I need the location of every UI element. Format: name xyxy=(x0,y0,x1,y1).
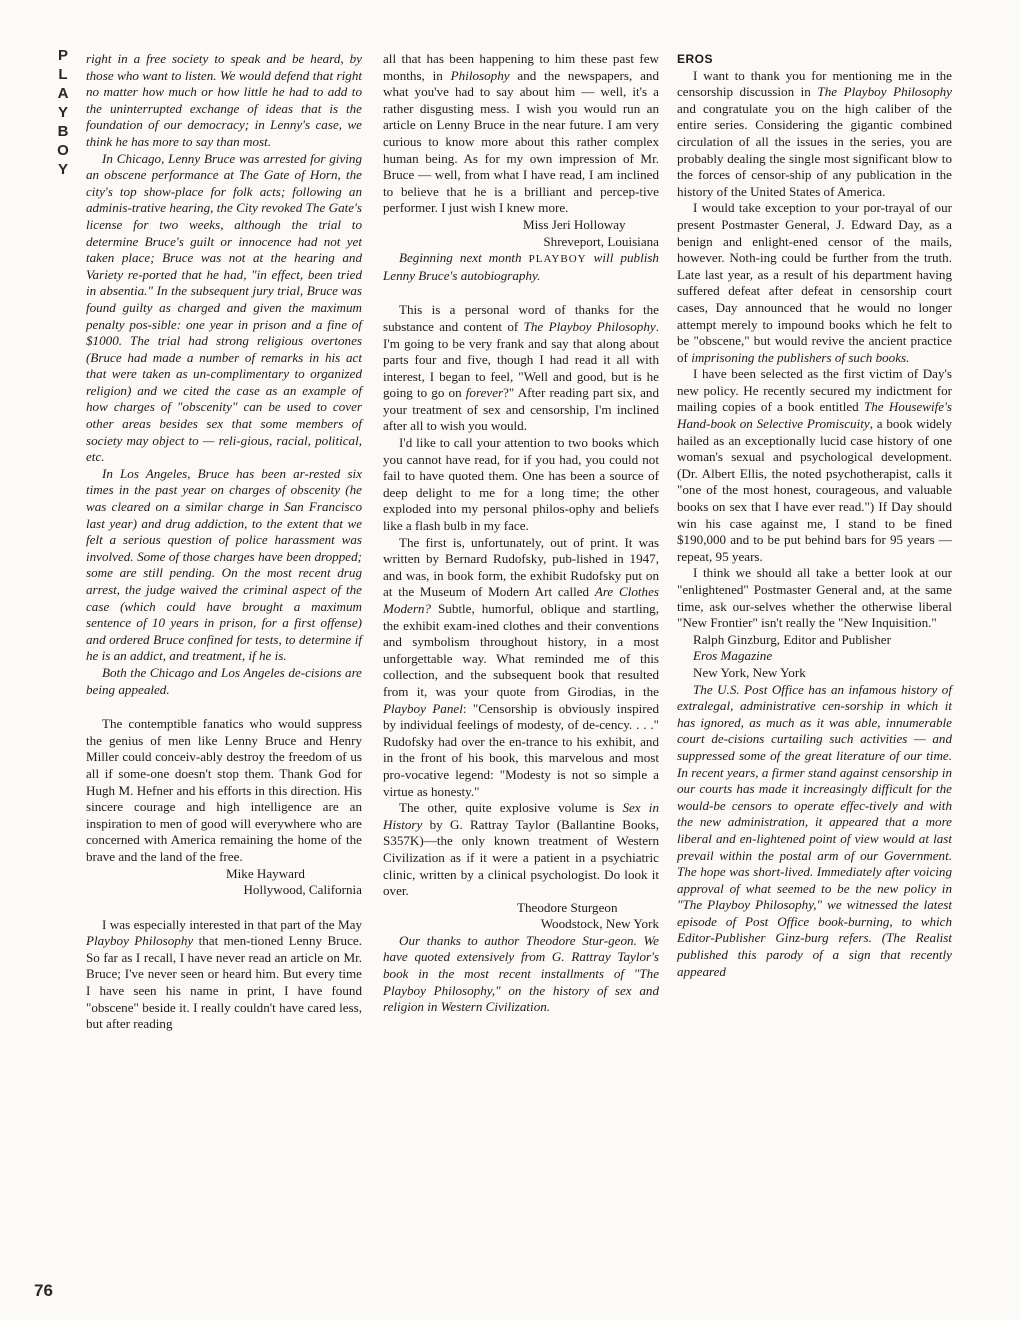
letter-paragraph: The contemptible fanatics who would suppress the genius of men like Lenny Bruce and Henry Miller could conceiv-ably destroy the freedom of us all if some-one doesn't stop them. Thank God for Hugh M. Hefner and his efforts in this direction. His sincere courage and high intelligence are an inspiration to men of good will everywhere who are concerned with America remaining the home of the brave and the land of the free. xyxy=(86,716,362,864)
letter-signature-magazine: Eros Magazine xyxy=(693,648,773,664)
letter-paragraph: I think we should all take a better look at our "enlightened" Postmaster General and, at the same time, ask our-selves whether the otherwise liberal "New Frontier" isn't really the "New Inquisition." xyxy=(677,565,952,631)
text-run: Sex in History xyxy=(383,800,659,832)
text-run: Subtle, humorful, oblique and startling, the exhibit exam-ined clothes and their conventions and symbolism throughout history, in a most unforgettable way. What reminded me of this collection, and the subsequent book that resulted from it, was your quote from Girodias, in the xyxy=(383,601,659,699)
text-run: Philosophy xyxy=(450,67,510,83)
magazine-side-title xyxy=(52,46,74,179)
text-run: by G. Rattray Taylor (Ballantine Books, S357K)—the only known treatment of Western Civilization as if it were a patient in a psychiatric clinic, written by a clinical psychologist. Do look it over. xyxy=(383,816,659,899)
text-run: that men-tioned Lenny Bruce. So far as I recall, I have never read an article on Mr. Bruce; I've never seen or heard him. But every time I have seen his name in print, I have found "obscene" beside it. I really couldn't have cared less, but after reading xyxy=(86,933,362,1032)
letter-paragraph: I'd like to call your attention to two books which you cannot have read, for if you had, you could not fail to have quoted them. One has been a source of deep delight to me for a long time; the other exploded into my personal philos-ophy and beliefs like a flash bulb in my face. xyxy=(383,435,659,534)
editor-note xyxy=(383,250,659,284)
letter-signature-place: Shreveport, Louisiana xyxy=(543,233,659,249)
letter-signature-name: Ralph Ginzburg, Editor and Publisher xyxy=(693,631,891,647)
text-run: will publish Lenny Bruce's autobiography. xyxy=(383,250,659,283)
letter-paragraph xyxy=(383,535,659,801)
text-run: The first is, unfortunately, out of print. It was written by Bernard Rudofsky, pub-lished in 1947, and was, in book form, the exhibit Rudofsky put on at the Museum of Modern Art called xyxy=(383,534,659,600)
text-run: Playboy Philosophy xyxy=(86,933,194,949)
text-run: I was especially interested in that part of the May xyxy=(102,916,362,932)
letter-paragraph xyxy=(677,68,952,201)
text-run: I would take exception to your por-trayal of our present Postmaster General, J. Edward Day, as a benign and enlight-ened censor of the mails, however. Noth-ing could be further from the truth. Late last year, as a result of his department having suffered defeat after defeat in censorship court cases, Day announced that he would no longer attempt merely to impound books which he felt to be "obscene," but would revive the ancient practice of xyxy=(677,200,952,365)
editor-note-paragraph: Both the Chicago and Los Angeles de-cisions are being appealed. xyxy=(86,664,362,697)
editor-note-paragraph: In Chicago, Lenny Bruce was arrested for giving an obscene performance at The Gate of Horn, the city's top show-place for folk acts; following an adminis-trative hearing, the City revoked The Gate's license for two weeks, although the trial to determine Bruce's guilt or innocence had not yet taken place; Bruce was not at the hearing and Variety re-ported that he had, "in effect, been tried in absentia." In the subsequent jury trial, Bruce was found guilty as charged and given the maximum penalty pos-sible: one year in prison and a fine of $1000. The trial had strong religious overtones (Bruce had made a number of remarks in his act that were taken as un-complimentary to organized religion) and we cited the case as an example of how charges of "obscenity" can be used to cover other areas besides sex that some members of society may object to — reli-gious, racial, political, etc. xyxy=(86,150,362,465)
text-run: and the newspapers, and what you've had to say about him — well, it's a rather disgusting mess. I wish you would run an article on Lenny Bruce in the near future. I am very curious to know more about this rather complex human being. As for my own impression of Mr. Bruce — well, from what I have read, I am inclined to believe that he is a brilliant and percep-tive performer. I just wish I knew more. xyxy=(383,67,659,216)
column-left xyxy=(86,51,362,1033)
editor-note: The U.S. Post Office has an infamous history of extralegal, administrative cen-sorship in which it has ignored, as much as it was able, innumerable court de-cisions curtailing such activities — and suppressed some of the great literature of our time. In recent years, a firmer stand against censorship in our courts has made it increasingly difficult for the would-be censors to operate effec-tively and with the new administration, it appeared that a more liberal and en-lightened point of view would at last prevail within the postal arm of our Government. The hope was short-lived. Immediately after voicing approval of what seemed to be the new policy in "The Playboy Philosophy," we witnessed the latest episode of Post Office book-burning, to which Editor-Publisher Ginz-burg refers. (The Realist published this parody of a sign that recently appeared xyxy=(677,681,952,979)
letter-paragraph xyxy=(383,800,659,900)
letter-signature-name: Theodore Sturgeon xyxy=(517,899,618,915)
side-title-letter: A xyxy=(57,85,69,102)
side-title-letter: P xyxy=(57,47,68,64)
letter-signature-place: Woodstock, New York xyxy=(540,916,659,932)
column-middle xyxy=(383,51,659,1016)
text-run: Beginning next month xyxy=(399,250,529,266)
column-right xyxy=(677,51,952,980)
side-title-letter: Y xyxy=(57,104,68,121)
text-run: and congratulate you on the high caliber of the entire series. Considering the gigantic combined circulation of all the issues in the series, you are probably dealing the single most significant blow to the forces of censor-ship of any publication in the history of the United States of America. xyxy=(677,100,952,199)
side-title-letter: Y xyxy=(57,161,68,178)
editor-note-paragraph: In Los Angeles, Bruce has been ar-rested six times in the past year on charges of obscenity (he was cleared on a similar charge in San Francisco last year) and drug addiction, to the extent that we felt a serious question of police harassment was involved. Some of those charges have been dropped; some are still pending. On the most recent drug arrest, the judge waived the criminal aspect of the case (which could have brought a maximum sentence of 10 years in prison, for a first offense) and ordered Bruce confined for tests, to determine if he is an addict, and treatment, if he is. xyxy=(86,465,362,664)
letter-signature-name: Miss Jeri Holloway xyxy=(523,216,626,232)
letter-signature-place: Hollywood, California xyxy=(243,882,362,898)
text-run: The Housewife's Hand-book on Selective Promiscuity xyxy=(677,399,952,432)
text-run: The Playboy Philosophy xyxy=(523,318,656,334)
text-run: The Playboy Philosophy xyxy=(817,84,952,100)
letter-signature-place: New York, New York xyxy=(693,664,806,680)
text-run: I want to thank you for mentioning me in the censorship discussion in xyxy=(677,67,952,100)
text-run: The other, quite explosive volume is xyxy=(399,800,623,816)
editor-note-continued: right in a free society to speak and be heard, by those who want to listen. We would defend that right no matter how much or how little he had to add to the uninterrupted exchange of ideas that is the foundation of our democracy; in Lenny's case, we think he has more to say than most. xyxy=(86,51,362,149)
text-run: all that has been happening to him these past few months, in xyxy=(383,51,659,83)
letter-paragraph xyxy=(383,302,659,435)
text-run: imprisoning the publishers of such books. xyxy=(691,349,910,365)
text-run: : "Censorship is obviously inspired by individual feelings of modesty, of de-cency. . . ." Rudofsky had over the en-trance to his exhibit, and in the front of his book, this marvelous and most pro-vocative legend: "Modesty is not so simple a virtue as honesty." xyxy=(383,700,659,799)
text-run: ?" After reading part six, and your treatment of sex and censorship, I'm inclined after all to wish you would. xyxy=(383,385,659,434)
text-run: Are Clothes Modern? xyxy=(383,584,659,616)
letter-signature-name: Mike Hayward xyxy=(226,865,305,881)
text-run: I have been selected as the first victim of Day's new policy. He recently secured my indictment for mailing copies of a book entitled xyxy=(677,366,952,415)
page-number: 76 xyxy=(34,1281,53,1300)
letter-paragraph xyxy=(383,51,659,217)
letter-paragraph xyxy=(677,366,952,565)
magazine-name-smallcaps: PLAYBOY xyxy=(528,253,587,266)
side-title-letter: L xyxy=(58,66,68,83)
text-run: forever xyxy=(465,385,504,401)
text-run: , a book widely hailed as an exceptionally lucid case history of one woman's sexual and psychological development. (Dr. Albert Ellis, the noted psychotherapist, calls it "one of the most honest, courageous, and valuable books on sex that I have ever read.") If Day should win his case against me, I stand to be fined $190,000 and to be put behind bars for 95 years — repeat, 95 years. xyxy=(677,416,952,564)
text-run: This is a personal word of thanks for the substance and content of xyxy=(383,302,659,334)
side-title-letter: O xyxy=(57,142,69,159)
text-run: Playboy Panel xyxy=(383,700,463,716)
letter-paragraph xyxy=(86,917,362,1033)
section-heading: EROS xyxy=(677,52,714,66)
text-run: . I'm going to be very frank and say that along about parts four and five, though I had read it all with interest, I began to feel, "Well and good, but is he going to go on xyxy=(383,318,659,401)
letter-paragraph xyxy=(677,200,952,366)
side-title-letter: B xyxy=(57,123,69,140)
editor-note: Our thanks to author Theodore Stur-geon. We have quoted extensively from G. Rattray Taylor's book in the most recent installments of "The Playboy Philosophy," on the history of sex and religion in Western Civilization. xyxy=(383,932,659,1015)
